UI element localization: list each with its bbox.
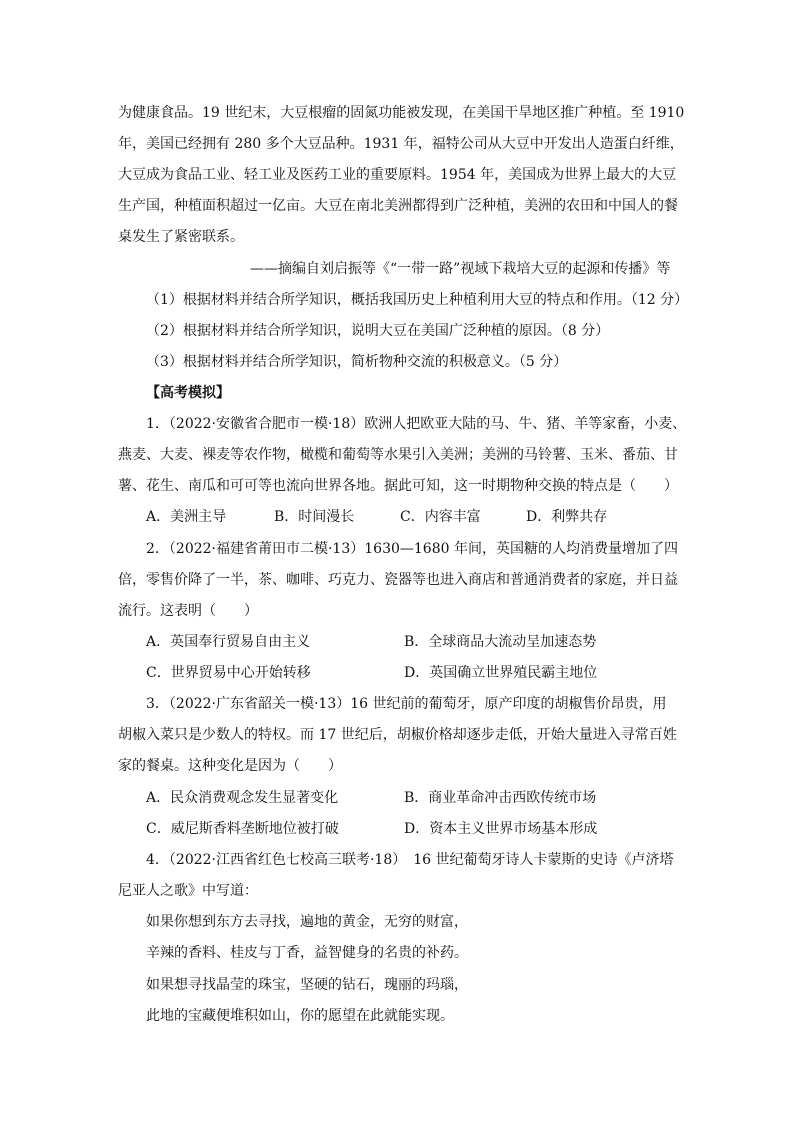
- item-3-option-a: A．民众消费观念发生显著变化: [146, 790, 339, 806]
- question-3: （3）根据材料并结合所学知识，简析物种交流的积极意义。（5 分）: [146, 354, 568, 370]
- poem-line: 此地的宝藏便堆积如山，你的愿望在此就能实现。: [146, 1008, 454, 1024]
- item-1-option-d: D．利弊共存: [526, 509, 608, 525]
- passage-line: 大豆成为食品工业、轻工业及医药工业的重要原料。1954 年，美国成为世界上最大的大豆: [118, 167, 677, 183]
- item-3-stem: 家的餐桌。这种变化是因为（ ）: [118, 758, 342, 774]
- item-4-stem: 4．（2022·江西省红色七校高三联考·18） 16 世纪葡萄牙诗人卡蒙斯的史诗《卢济塔: [146, 852, 674, 868]
- passage-line: 生产国，种植面积超过一亿亩。大豆在南北美洲都得到广泛种植，美洲的农田和中国人的餐: [118, 198, 678, 214]
- item-3-option-c: C．威尼斯香料垄断地位被打破: [146, 821, 339, 837]
- item-1-stem: 1．（2022·安徽省合肥市一模·18）欧洲人把欧亚大陆的马、牛、猪、羊等家畜，小麦、: [146, 416, 687, 432]
- item-2-stem: 倍，零售价降了一半，茶、咖啡、巧克力、瓷器等也进入商店和普通消费者的家庭，并日益: [118, 572, 678, 588]
- item-1-option-a: A．美洲主导: [146, 509, 227, 525]
- item-2-option-b: B．全球商品大流动呈加速态势: [404, 634, 597, 650]
- item-3-option-d: D．资本主义世界市场基本形成: [404, 821, 598, 837]
- question-1: （1）根据材料并结合所学知识，概括我国历史上种植利用大豆的特点和作用。（12 分）: [146, 292, 689, 308]
- item-2-option-d: D．英国确立世界殖民霸主地位: [404, 665, 598, 681]
- item-1-option-c: C．内容丰富: [400, 509, 481, 525]
- passage-source: ——摘编自刘启振等《“一带一路”视域下栽培大豆的起源和传播》等: [250, 261, 671, 277]
- item-2-stem: 2．（2022·福建省莆田市二模·13）1630—1680 年间，英国糖的人均消费量增加了四: [146, 541, 678, 557]
- item-2-stem: 流行。这表明（ ）: [118, 603, 258, 619]
- item-1-stem: 燕麦、大麦、裸麦等农作物，橄榄和葡萄等水果引入美洲；美洲的马铃薯、玉米、番茄、甘: [118, 447, 678, 463]
- item-1-stem: 薯、花生、南瓜和可可等也流向世界各地。据此可知，这一时期物种交换的特点是（ ）: [118, 478, 678, 494]
- item-2-option-c: C．世界贸易中心开始转移: [146, 665, 311, 681]
- passage-line: 为健康食品。19 世纪末，大豆根瘤的固氮功能被发现，在美国干旱地区推广种植。至 1910: [118, 105, 685, 121]
- poem-line: 如果你想到东方去寻找，遍地的黄金，无穷的财富，: [146, 914, 468, 930]
- question-2: （2）根据材料并结合所学知识，说明大豆在美国广泛种植的原因。（8 分）: [146, 323, 610, 339]
- item-3-stem: 胡椒入菜只是少数人的特权。而 17 世纪后，胡椒价格却逐步走低，开始大量进入寻常百姓: [118, 727, 677, 743]
- item-2-option-a: A．英国奉行贸易自由主义: [146, 634, 311, 650]
- item-3-option-b: B．商业革命冲击西欧传统市场: [404, 790, 597, 806]
- item-3-stem: 3．（2022·广东省韶关一模·13）16 世纪前的葡萄牙，原产印度的胡椒售价昂贵，用: [146, 696, 667, 712]
- item-4-stem: 尼亚人之歌》中写道：: [118, 883, 258, 899]
- section-title: 【高考模拟】: [146, 385, 230, 401]
- poem-line: 辛辣的香料、桂皮与丁香，益智健身的名贵的补药。: [146, 945, 468, 961]
- poem-line: 如果想寻找晶莹的珠宝，坚硬的钻石，瑰丽的玛瑙，: [146, 977, 468, 993]
- passage-line: 年，美国已经拥有 280 多个大豆品种。1931 年，福特公司从大豆中开发出人造蛋白纤维，: [118, 136, 684, 152]
- passage-line: 桌发生了紧密联系。: [118, 229, 244, 245]
- item-1-option-b: B．时间漫长: [274, 509, 355, 525]
